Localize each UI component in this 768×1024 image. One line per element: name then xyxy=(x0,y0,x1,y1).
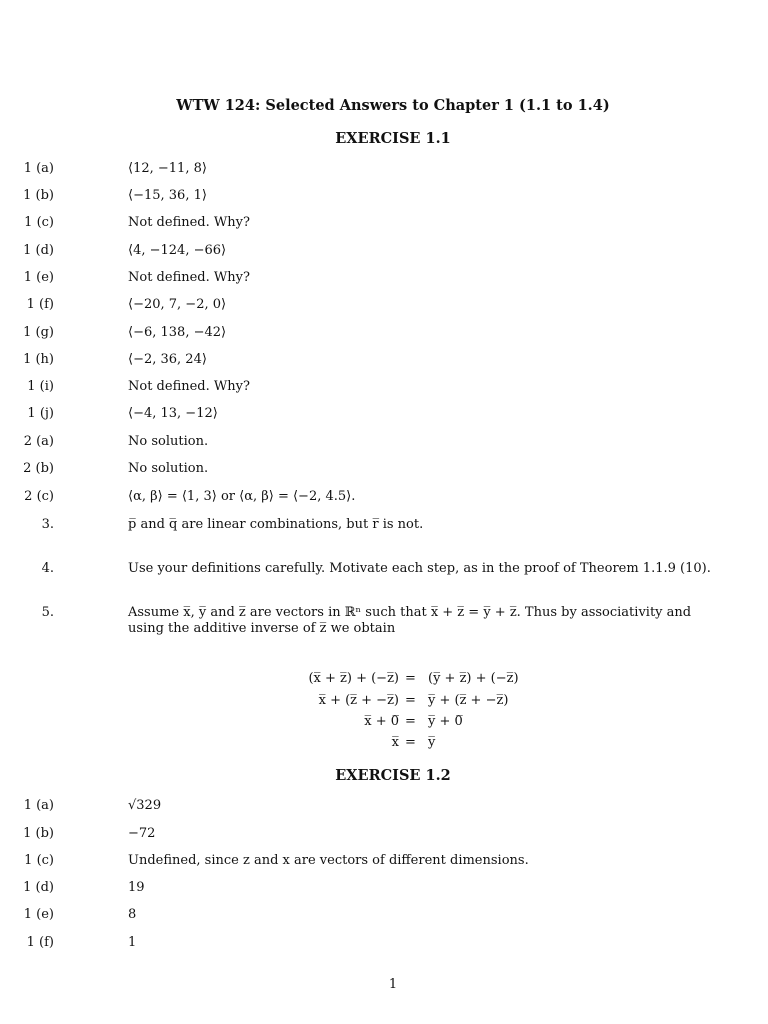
answer-text: ⟨−20, 7, −2, 0⟩ xyxy=(128,297,227,312)
answer-text: −72 xyxy=(128,826,156,841)
answer-label: 2 (b) xyxy=(23,461,54,476)
equation-rhs: (y̅ + z̅) + (−z̅) xyxy=(428,671,519,686)
answer-label: 2 (c) xyxy=(24,489,54,504)
answer-label: 5. xyxy=(41,605,54,620)
answer-text: Not defined. Why? xyxy=(128,270,250,285)
answer-text: 1 xyxy=(128,935,137,950)
answer-label: 1 (c) xyxy=(24,853,54,868)
answer-text: p̅ and q̅ are linear combinations, but r̅ is not. xyxy=(128,517,424,532)
answer-label: 1 (c) xyxy=(24,215,54,230)
answer-text: Undefined, since z and x are vectors of different dimensions. xyxy=(128,853,529,868)
equation-relation: = xyxy=(405,693,416,708)
answer-text: Not defined. Why? xyxy=(128,379,250,394)
equation-rhs: y̅ xyxy=(428,735,436,750)
answer-label: 1 (f) xyxy=(26,297,54,312)
equation-row xyxy=(0,693,768,713)
equation-rhs: y̅ + 0̅ xyxy=(428,714,463,729)
answer-label: 1 (g) xyxy=(23,325,54,340)
answer-text: 8 xyxy=(128,907,137,922)
equation-relation: = xyxy=(405,714,416,729)
answer-label: 1 (a) xyxy=(23,798,54,813)
answer-label: 1 (b) xyxy=(23,826,54,841)
answer-label: 1 (a) xyxy=(23,161,54,176)
answer-label: 1 (j) xyxy=(27,406,54,421)
answer-text: ⟨−15, 36, 1⟩ xyxy=(128,188,207,203)
equation-rhs: y̅ + (z̅ + −z̅) xyxy=(428,693,509,708)
equation-lhs: x̅ + (z̅ + −z̅) xyxy=(318,693,399,708)
equation-relation: = xyxy=(405,735,416,750)
equation-lhs: x̅ xyxy=(391,735,399,750)
answer-label: 1 (d) xyxy=(23,243,54,258)
answer-text: 19 xyxy=(128,880,145,895)
answer-text: ⟨−2, 36, 24⟩ xyxy=(128,352,207,367)
answer-text: Use your definitions carefully. Motivate each step, as in the proof of Theorem 1.1.9 (10). xyxy=(128,561,711,576)
equation-row xyxy=(0,714,768,734)
answer-text: √329 xyxy=(128,798,162,813)
answer-label: 1 (e) xyxy=(23,270,54,285)
answer-label: 1 (e) xyxy=(23,907,54,922)
answer-text: ⟨−6, 138, −42⟩ xyxy=(128,325,227,340)
equation-row xyxy=(0,671,768,691)
answer-text: ⟨4, −124, −66⟩ xyxy=(128,243,227,258)
equation-relation: = xyxy=(405,671,416,686)
answer-label: 1 (d) xyxy=(23,880,54,895)
answer-paragraph: Assume x̅, y̅ and z̅ are vectors in ℝⁿ such that x̅ + z̅ = y̅ + z̅. Thus by associativity and using the additive inverse of z̅ we obtain xyxy=(128,605,692,636)
exercise-1-2-heading: EXERCISE 1.2 xyxy=(335,767,451,784)
answer-label: 1 (i) xyxy=(27,379,54,394)
equation-row xyxy=(0,735,768,755)
answer-text: No solution. xyxy=(128,434,209,449)
page-number: 1 xyxy=(388,977,398,992)
answer-label: 4. xyxy=(41,561,54,576)
exercise-1-1-heading: EXERCISE 1.1 xyxy=(335,130,451,147)
answer-label: 1 (h) xyxy=(23,352,54,367)
answer-label: 3. xyxy=(41,517,54,532)
equation-lhs: (x̅ + z̅) + (−z̅) xyxy=(308,671,399,686)
answer-text: ⟨−4, 13, −12⟩ xyxy=(128,406,218,421)
answer-text: ⟨α, β⟩ = ⟨1, 3⟩ or ⟨α, β⟩ = ⟨−2, 4.5⟩. xyxy=(128,489,356,504)
answer-label: 1 (b) xyxy=(23,188,54,203)
answer-text: No solution. xyxy=(128,461,209,476)
answer-text: ⟨12, −11, 8⟩ xyxy=(128,161,207,176)
answer-label: 2 (a) xyxy=(23,434,54,449)
equation-lhs: x̅ + 0̅ xyxy=(364,714,399,729)
answer-label: 1 (f) xyxy=(26,935,54,950)
answer-text: Not defined. Why? xyxy=(128,215,250,230)
document-title: WTW 124: Selected Answers to Chapter 1 (1.1 to 1.4) xyxy=(176,97,610,114)
